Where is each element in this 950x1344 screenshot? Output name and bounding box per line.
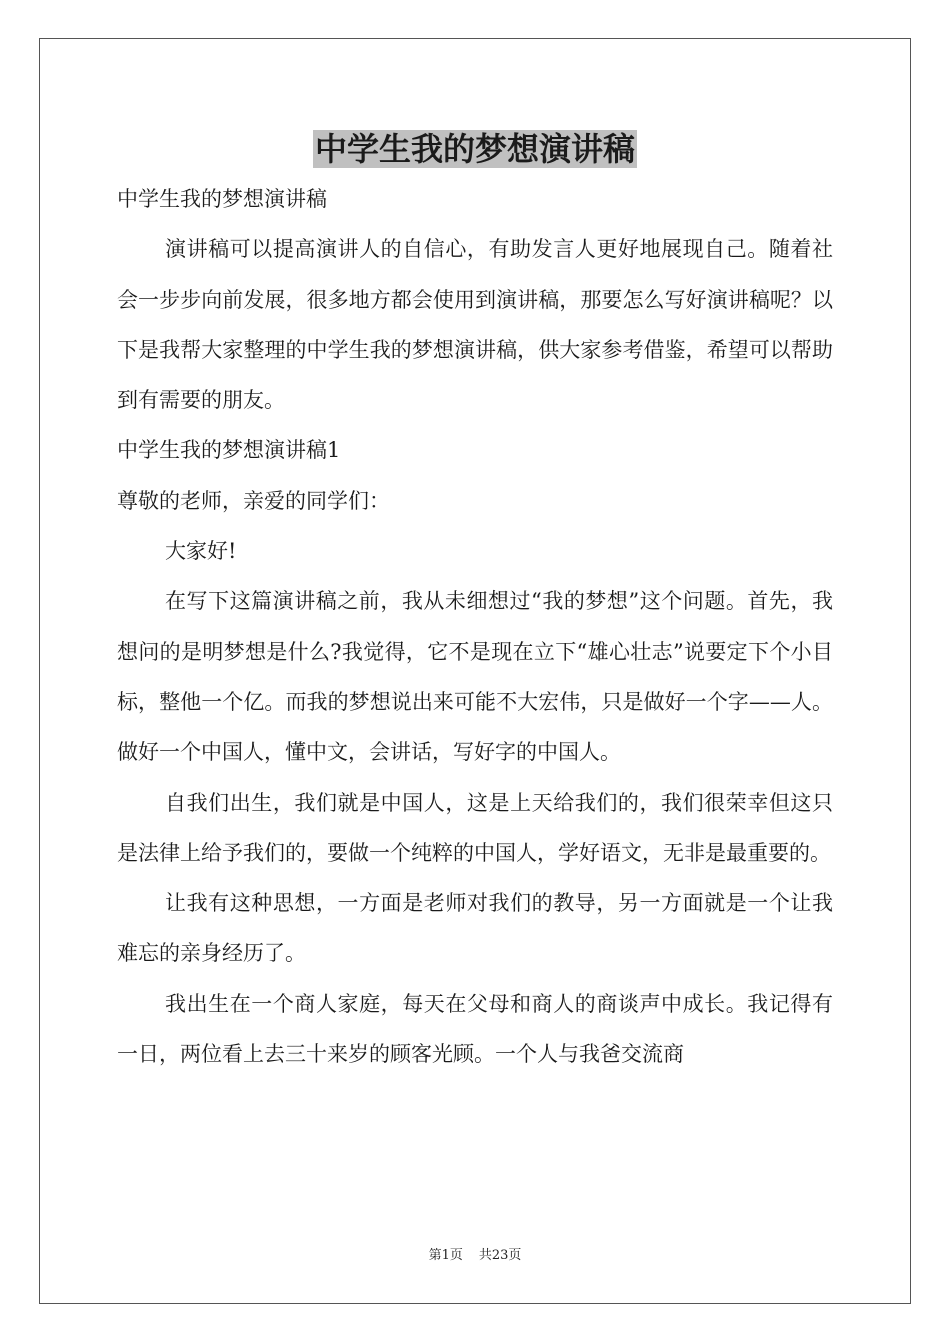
document-title	[0, 124, 950, 174]
paragraph: 中学生我的梦想演讲稿1	[117, 438, 341, 463]
page-total: 共23页	[478, 1248, 522, 1263]
paragraph: 我出生在一个商人家庭，每天在父母和商人的商谈声中成长。我记得有一日，两位看上去三十来岁的顾客光顾。一个人与我爸交流商	[117, 991, 833, 1067]
paragraph: 中学生我的梦想演讲稿	[117, 187, 327, 211]
page-footer	[0, 1246, 950, 1266]
paragraph: 演讲稿可以提高演讲人的自信心，有助发言人更好地展现自己。随着社会一步步向前发展，很多地方都会使用到演讲稿，那要怎么写好演讲稿呢？以下是我帮大家整理的中学生我的梦想演讲稿，供大家参考借鉴，希望可以帮助到有需要的朋友。	[117, 237, 833, 413]
paragraph: 尊敬的老师，亲爱的同学们：	[117, 488, 390, 513]
document-title-text: 中学生我的梦想演讲稿	[314, 130, 635, 168]
page-number: 第1页	[428, 1248, 463, 1263]
document-body	[117, 174, 833, 1079]
paragraph: 在写下这篇演讲稿之前，我从未细想过“我的梦想”这个问题。首先，我想问的是明梦想是什么?我觉得，它不是现在立下“雄心壮志”说要定下个小目标，整他一个亿。而我的梦想说出来可能不大宏伟，只是做好一个字——人。做好一个中国人，懂中文，会讲话，写好字的中国人。	[117, 589, 833, 765]
paragraph: 自我们出生，我们就是中国人，这是上天给我们的，我们很荣幸但这只是法律上给予我们的，要做一个纯粹的中国人，学好语文，无非是最重要的。	[117, 790, 833, 865]
paragraph: 让我有这种思想，一方面是老师对我们的教导，另一方面就是一个让我难忘的亲身经历了。	[117, 891, 833, 966]
paragraph: 大家好!	[165, 539, 237, 564]
